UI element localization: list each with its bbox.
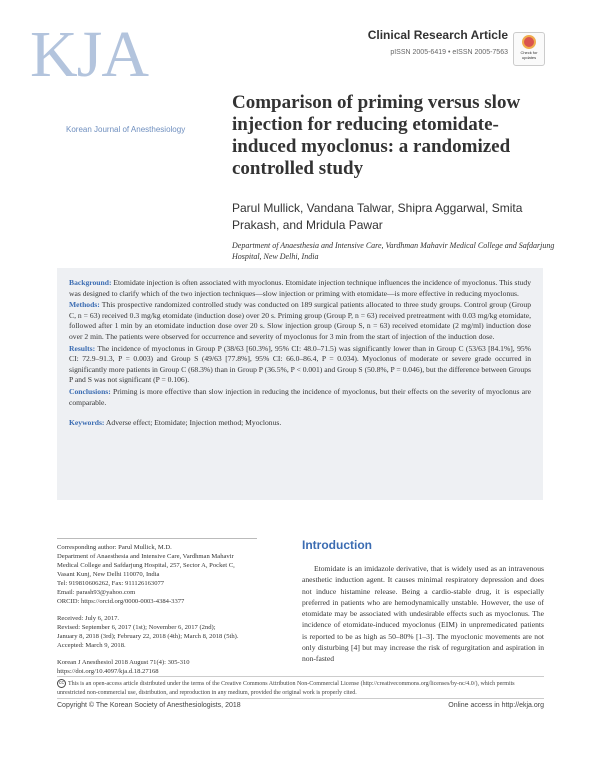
issn: pISSN 2005-6419 • eISSN 2005-7563 [390, 49, 508, 56]
abstract-methods: Methods: This prospective randomized controlled study was conducted on 189 surgical patients allocated to three study groups. Control group (Group C, n = 63) received 0.3 mg/kg etomidate (induction dose) over 20 s. Priming group (Group P, n = 63) received pretreatment with 0.03 mg/kg etomidate, followed after 1 min by an etomidate induction dose over 20 s. Slow injection group (Group S, n = 63) received etomidate (2 mg/ml) induction dose over 2 min. The patients were observed for occurrence and severity of myoclonus for 3 min from the start of injection of the induction dose. [69, 300, 531, 341]
journal-name: Korean Journal of Anesthesiology [66, 125, 186, 134]
badge-line2: updates [521, 55, 537, 60]
badge-line1: Check for [520, 50, 538, 55]
results-label: Results: [69, 343, 96, 353]
divider [57, 676, 544, 677]
abstract-background: Background: Etomidate injection is often associated with myoclonus. Etomidate injection technique influences the incidence of myoclonus. This study was designed to clarify which of the two injection techniques—slow injection or priming with etomidate—is more effective in reducing myoclonus. [69, 278, 531, 298]
license-text: cc This is an open-access article distributed under the terms of the Creative Commons Attribution Non-Commercial License (http://creativecommons.org/licenses/by-nc/4.0/), which permits unrestricted non-commercial use, distribution, and reproduction in any medium, provided the original work is properly cited. [57, 680, 515, 696]
divider [57, 698, 544, 699]
authors: Parul Mullick, Vandana Talwar, Shipra Aggarwal, Smita Prakash, and Mridula Pawar [232, 201, 523, 232]
article-type: Clinical Research Article [367, 28, 508, 42]
copyright: Copyright © The Korean Society of Anesthesiologists, 2018 [57, 702, 241, 709]
introduction-heading: Introduction [302, 538, 372, 552]
abstract-conclusions: Conclusions: Priming is more effective than slow injection in reducing the incidence of myoclonus, but their effects on the severity of myoclonus are comparable. [69, 386, 531, 407]
correspondence: Corresponding author: Parul Mullick, M.D. Department of Anaesthesia and Intensive Care, Vardhman Mahavir Medical College and Safdarjung Hospital, 257, Sector A, Pocket C, Vasant Kunj, New Delhi 110070, India Tel: 919810606262, Fax: 911126163077 Email: parash93@yahoo.com ORCID: https://orcid.org/0000-0003-4384-3377 Received: July 6, 2017. Revised: September 6, 2017 (1st); November 6, 2017 (2nd); January 8, 2018 (3rd); February 22, 2018 (4th); March 8, 2018 (5th). Accepted: March 9, 2018. Korean J Anesthesiol 2018 August 71(4): 305-310 https://doi.org/10.4097/kja.d.18.27168 [57, 543, 257, 676]
background-label: Background: [69, 278, 112, 287]
methods-label: Methods: [69, 300, 100, 310]
cc-icon: cc [59, 680, 64, 686]
abstract-box [57, 268, 543, 500]
affiliation: Department of Anaesthesia and Intensive Care, Vardhman Mahavir Medical College and Safdarjung Hospital, New Delhi, India [232, 241, 555, 261]
check-for-updates-badge[interactable] [513, 32, 545, 66]
divider [57, 538, 257, 539]
journal-logo: KJA [30, 18, 149, 91]
abstract-keywords: Keywords: Adverse effect; Etomidate; Injection method; Myoclonus. [69, 418, 282, 428]
online-access-link[interactable]: Online access in http://ekja.org [448, 702, 544, 709]
doi-link[interactable]: https://doi.org/10.4097/kja.d.18.27168 [57, 668, 159, 675]
conclusions-label: Conclusions: [69, 386, 111, 396]
article-title: Comparison of priming versus slow injection for reducing etomidate-induced myoclonus: a randomized controlled study [232, 92, 521, 179]
introduction-text: Etomidate is an imidazole derivative, that is widely used as an intravenous anesthetic induction agent. It causes minimal respiratory depression and does not induce histamine release. Being a cardio-stable drug, it is especially preferred in patients who are hemodynamically unstable. However, the use of etomidate may be associated with undesirable effects such as myoclonus. The incidence of etomidate-induced myoclonus (EIM) in unpremedicated patients is reported to be as high as 50–80% [1–3]. The myoclonic movements are not only disturbing [4] but may increase the risk of regurgitation and aspiration in non-fasted [302, 564, 544, 664]
abstract-results: Results: The incidence of myoclonus in Group P (38/63 [60.3%], 95% CI: 48.0–71.5) was significantly lower than in Group C (53/63 [84.1%], 95% CI: 72.9–91.3, P = 0.003) and Group S (49/63 [77.8%], 95% CI: 66.0–86.4, P = 0.034). Myoclonus of moderate or severe grade occurred in significantly more patients in Group C (68.3%) than in Group P (36.5%, P < 0.001) and Group S (50.8%, P = 0.046), but the difference between Groups P and S was not significant (P = 0.106). [69, 343, 531, 385]
keywords-label: Keywords: [69, 418, 105, 428]
updates-icon [522, 35, 536, 49]
